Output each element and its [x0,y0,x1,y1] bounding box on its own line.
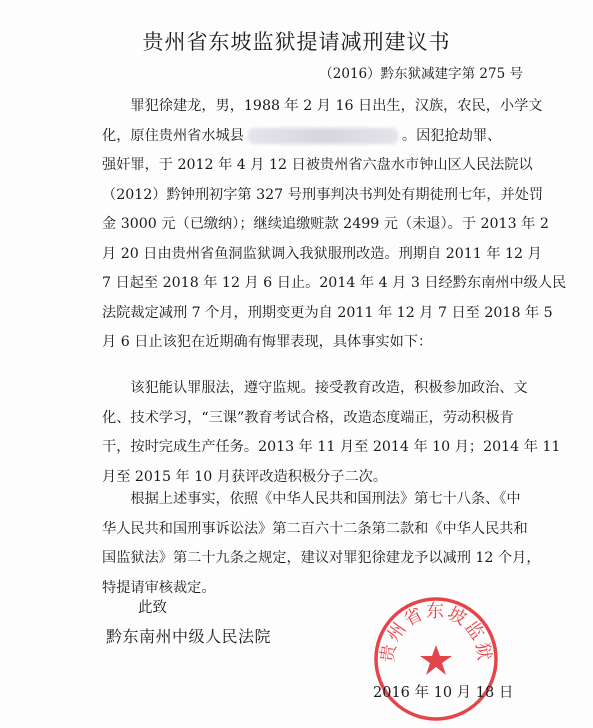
paragraph-criminal-info [102,92,567,358]
text-line: 华人民共和国刑事诉讼法》第二百六十二条第二款和《中华人民共和 [102,520,528,537]
text-line: 7 日起至 2018 年 12 月 6 日止。2014 年 4 月 3 日经黔东南州中级人民 [102,275,567,291]
official-seal-stamp [372,595,500,723]
text-line: 罪犯徐建龙，男，1988 年 2 月 16 日出生，汉族，农民，小学文 [130,98,543,114]
seal-star-icon [420,645,452,675]
text-line: 法院裁定减刑 7 个月，刑期变更为自 2011 年 12 月 7 日至 2018 年 5 [102,304,553,321]
text-fragment: 。因犯抢劫罪、 [401,127,502,144]
recipient-court: 黔东南州中级人民法院 [106,627,272,646]
text-line: 国监狱法》第二十九条之规定，建议对罪犯徐建龙予以减刑 12 个月， [102,550,541,566]
text-line: 根据上述事实，依照《中华人民共和国刑法》第七十八条、《中 [130,491,521,507]
document-number: （2016）黔东狱减建字第 275 号 [319,66,523,82]
text-line: （2012）黔钟刑初字第 327 号刑事判决书判处有期徒刑七年，并处罚 [102,186,544,203]
text-line: 化、技术学习，“三课”教育考试合格，改造态度端正，劳动积极肯 [102,409,514,426]
text-line: 特提请审核裁定。 [102,579,216,596]
text-line: 月 6 日止该犯在近期确有悔罪表现，具体事实如下： [102,334,433,350]
redacted-address [248,128,398,144]
text-fragment: 化，原住贵州省水城县 [102,127,244,144]
text-line: 该犯能认罪服法，遵守监规。接受教育改造，积极参加政治、文 [130,380,528,396]
closing-text: 此致 [138,600,167,616]
paragraph-recommendation [102,485,541,603]
text-line: 强奸罪，于 2012 年 4 月 12 日被贵州省六盘水市钟山区人民法院以 [102,157,533,173]
text-line: 月 20 日由贵州省鱼洞监狱调入我狱服刑改造。刑期自 2011 年 12 月 [102,245,542,262]
text-line: 金 3000 元（已缴纳）；继续追缴赃款 2499 元（未退）。于 2013 年 2 [102,216,549,232]
document-date: 2016 年 10 月 18 日 [373,685,514,701]
seal-text: 贵州省东坡监狱 [377,601,495,664]
document-title: 贵州省东坡监狱提请减刑建议书 [142,30,451,54]
text-line [102,122,522,152]
paragraph-facts [102,374,561,492]
text-line: 月至 2015 年 10 月获评改造积极分子二次。 [102,468,388,485]
text-line: 干，按时完成生产任务。2013 年 11 月至 2014 年 10 月；2014 年 11 [102,439,561,455]
